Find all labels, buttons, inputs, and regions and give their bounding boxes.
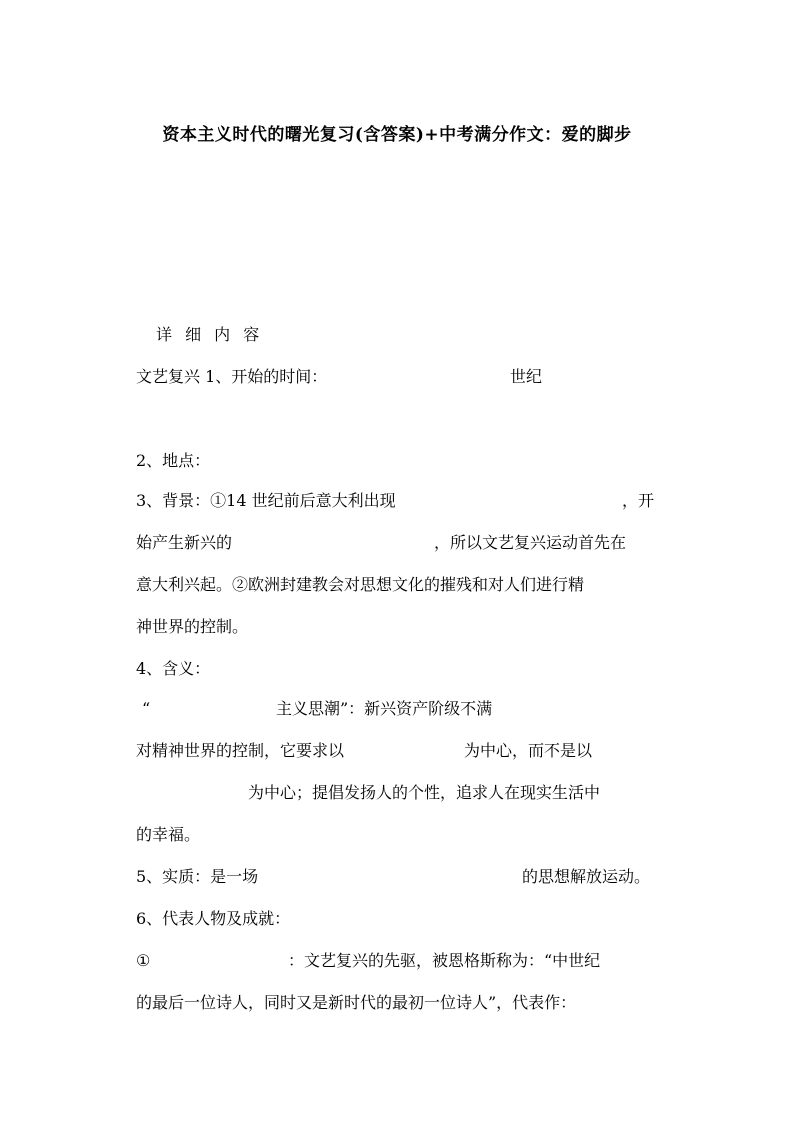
line-figures: 6、代表人物及成就： (136, 909, 291, 928)
line-background-2-end: ，所以文艺复兴运动首先在 (434, 533, 627, 552)
line-meaning-2: 对精神世界的控制，它要求以 (136, 741, 345, 760)
line-figure-1: ：文艺复兴的先驱，被恩格斯称为：“中世纪 (288, 951, 601, 970)
line-meaning: 4、含义： (136, 659, 211, 678)
line-background-3: 意大利兴起。②欧洲封建教会对思想文化的摧残和对人们进行精 (136, 575, 585, 594)
line-figure-1-cont: 的最后一位诗人，同时又是新时代的最初一位诗人”，代表作： (136, 993, 577, 1012)
line-background-1-end: ，开 (622, 491, 655, 510)
line-background-4: 神世界的控制。 (136, 617, 249, 636)
line-meaning-1: 主义思潮”：新兴资产阶级不满 (276, 699, 493, 718)
line-essence-end: 的思想解放运动。 (522, 867, 651, 886)
line-background-2: 始产生新兴的 (136, 533, 233, 552)
line-figure-1-marker: ① (136, 951, 151, 970)
line-start-time: 文艺复兴 1、开始的时间： (136, 367, 328, 386)
line-essence: 5、实质：是一场 (136, 867, 259, 886)
line-background-1: 3、背景：①14 世纪前后意大利出现 (136, 491, 396, 510)
line-meaning-quote-open: “ (142, 699, 151, 718)
line-meaning-2-end: 为中心，而不是以 (464, 741, 593, 760)
document-title: 资本主义时代的曙光复习(含答案)+中考满分作文：爱的脚步 (162, 125, 632, 145)
line-location: 2、地点： (136, 451, 211, 470)
line-meaning-3: 为中心；提倡发扬人的个性，追求人在现实生活中 (248, 783, 601, 802)
line-meaning-4: 的幸福。 (136, 825, 201, 844)
section-heading: 详 细 内 容 (156, 325, 264, 344)
line-start-time-suffix: 世纪 (510, 367, 543, 386)
